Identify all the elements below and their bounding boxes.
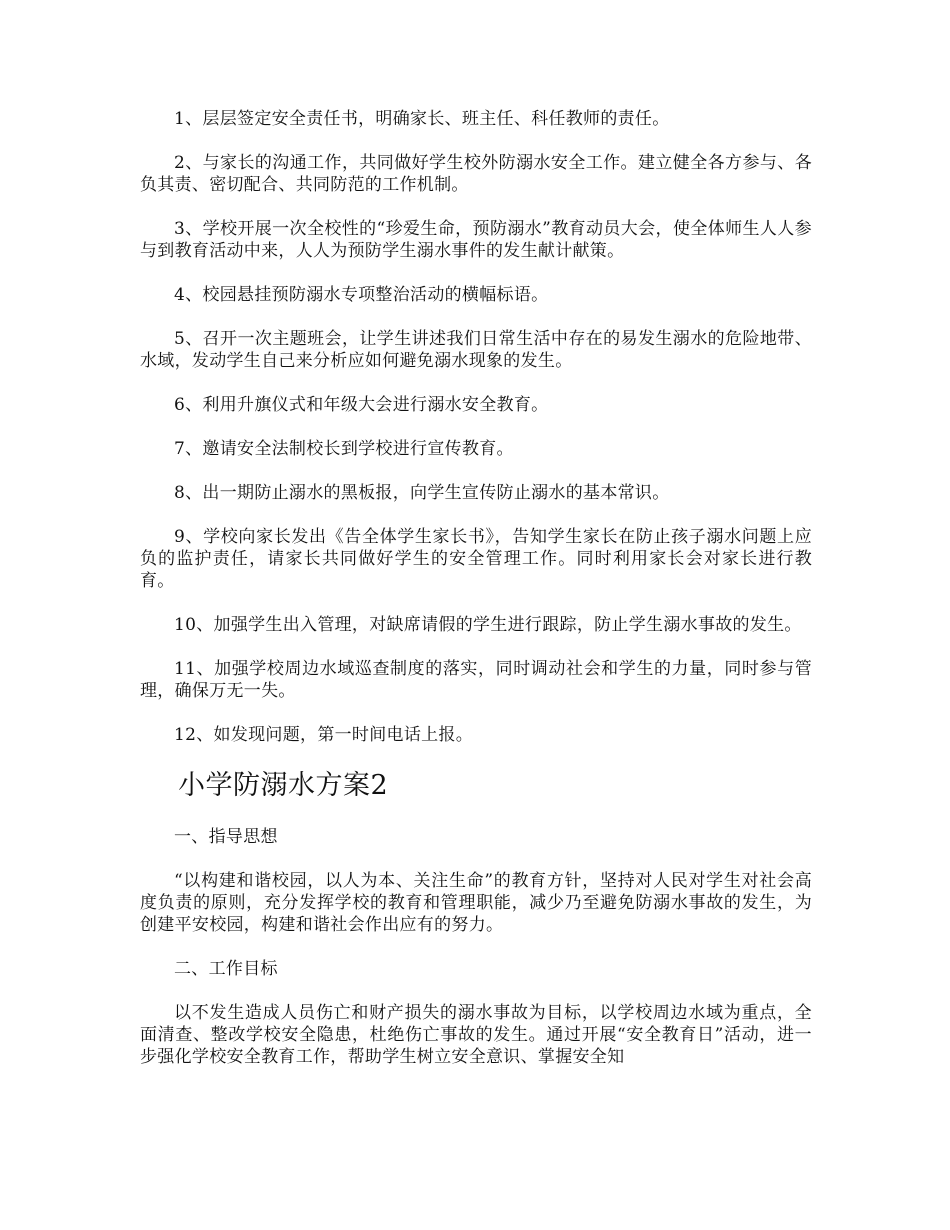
list-item-10: 10、加强学生出入管理，对缺席请假的学生进行跟踪，防止学生溺水事故的发生。: [174, 615, 802, 635]
list-item-5: 5、召开一次主题班会，让学生讲述我们日常生活中存在的易发生溺水的危险地带、水域，发动学生自己来分析应如何避免溺水现象的发生。: [140, 329, 812, 371]
list-item-8: 8、出一期防止溺水的黑板报，向学生宣传防止溺水的基本常识。: [174, 483, 670, 503]
list-item-4: 4、校园悬挂预防溺水专项整治活动的横幅标语。: [174, 285, 549, 305]
list-item-9: 9、学校向家长发出《告全体学生家长书》，告知学生家长在防止孩子溺水问题上应负的监护责任，请家长共同做好学生的安全管理工作。同时利用家长会对家长进行教育。: [140, 527, 812, 591]
list-item-11: 11、加强学校周边水域巡查制度的落实，同时调动社会和学生的力量，同时参与管理，确保万无一失。: [140, 659, 812, 701]
document-page: [140, 108, 812, 1090]
section-body-guiding-idea: “以构建和谐校园，以人为本、关注生命”的教育方针，坚持对人民对学生对社会高度负责的原则，充分发挥学校的教育和管理职能，减少乃至避免防溺水事故的发生，为创建平安校园，构建和谐社会作出应有的努力。: [140, 871, 812, 935]
list-item-1: 1、层层签定安全责任书，明确家长、班主任、科任教师的责任。: [174, 109, 670, 129]
list-item-3: 3、学校开展一次全校性的“珍爱生命，预防溺水”教育动员大会，使全体师生人人参与到教育活动中来，人人为预防学生溺水事件的发生献计献策。: [140, 219, 812, 261]
section-title-work-goal: 二、工作目标: [174, 959, 278, 979]
document-heading: 小学防溺水方案2: [178, 770, 389, 801]
section-body-work-goal: 以不发生造成人员伤亡和财产损失的溺水事故为目标，以学校周边水域为重点，全面清查、整改学校安全隐患，杜绝伤亡事故的发生。通过开展“安全教育日”活动，进一步强化学校安全教育工作，帮助学生树立安全意识、掌握安全知: [140, 1003, 812, 1067]
list-item-7: 7、邀请安全法制校长到学校进行宣传教育。: [174, 439, 514, 459]
list-item-12: 12、如发现问题，第一时间电话上报。: [174, 725, 474, 745]
section-title-guiding-idea: 一、指导思想: [174, 827, 278, 847]
list-item-6: 6、利用升旗仪式和年级大会进行溺水安全教育。: [174, 395, 549, 415]
list-item-2: 2、与家长的沟通工作，共同做好学生校外防溺水安全工作。建立健全各方参与、各负其责、密切配合、共同防范的工作机制。: [140, 153, 812, 195]
